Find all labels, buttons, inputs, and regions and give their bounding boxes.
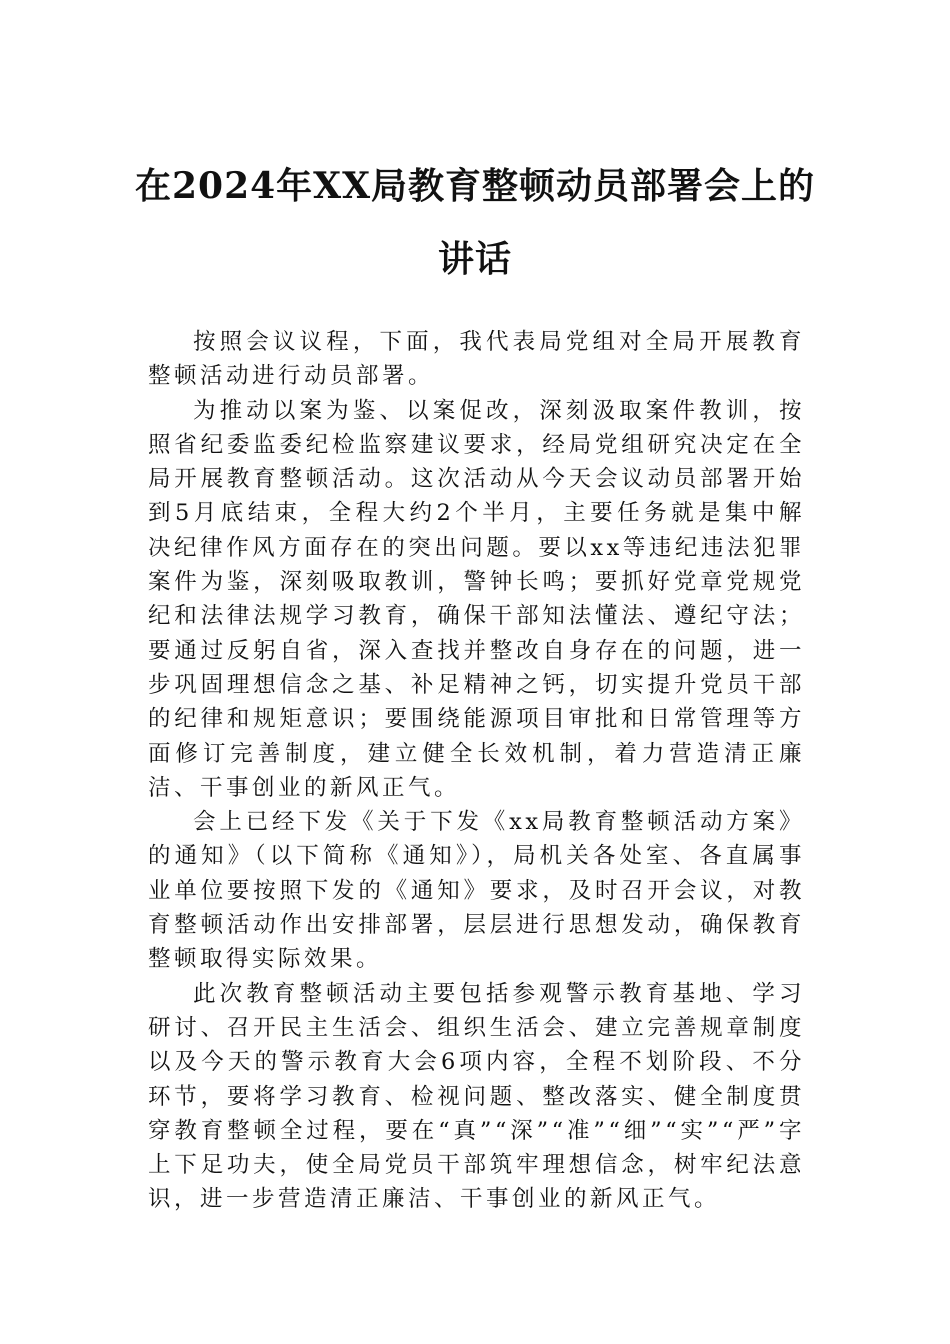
document-body bbox=[148, 325, 805, 1217]
document-title bbox=[120, 150, 830, 296]
paragraph-intro: 按照会议议程，下面，我代表局党组对全局开展教育整顿活动进行动员部署。 bbox=[148, 329, 805, 390]
title-line-1: 在2024年XX局教育整顿动员部署会上的 bbox=[134, 165, 816, 207]
title-line-2: 讲话 bbox=[437, 238, 512, 280]
paragraph-purpose: 为推动以案为鉴、以案促改，深刻汲取案件教训，按照省纪委监委纪检监察建议要求，经局党组研究决定在全局开展教育整顿活动。这次活动从今天会议动员部署开始到5月底结束，全程大约2个半月，主要任务就是集中解决纪律作风方面存在的突出问题。要以xx等违纪违法犯罪案件为鉴，深刻吸取教训，警钟长鸣；要抓好党章党规党纪和法律法规学习教育，确保干部知法懂法、遵纪守法；要通过反躬自省，深入查找并整改自身存在的问题，进一步巩固理想信念之基、补足精神之钙，切实提升党员干部的纪律和规矩意识；要围绕能源项目审批和日常管理等方面修订完善制度，建立健全长效机制，着力营造清正廉洁、干事创业的新风正气。 bbox=[148, 397, 805, 801]
paragraph-notice: 会上已经下发《关于下发《xx局教育整顿活动方案》的通知》（以下简称《通知》），局机关各处室、各直属事业单位要按照下发的《通知》要求，及时召开会议，对教育整顿活动作出安排部署，层层进行思想发动，确保教育整顿取得实际效果。 bbox=[148, 809, 805, 973]
paragraph-content: 此次教育整顿活动主要包括参观警示教育基地、学习研讨、召开民主生活会、组织生活会、建立完善规章制度以及今天的警示教育大会6项内容，全程不划阶段、不分环节，要将学习教育、检视问题、整改落实、健全制度贯穿教育整顿全过程，要在“真”“深”“准”“细”“实”“严”字上下足功夫，使全局党员干部筑牢理想信念，树牢纪法意识，进一步营造清正廉洁、干事创业的新风正气。 bbox=[148, 980, 805, 1213]
